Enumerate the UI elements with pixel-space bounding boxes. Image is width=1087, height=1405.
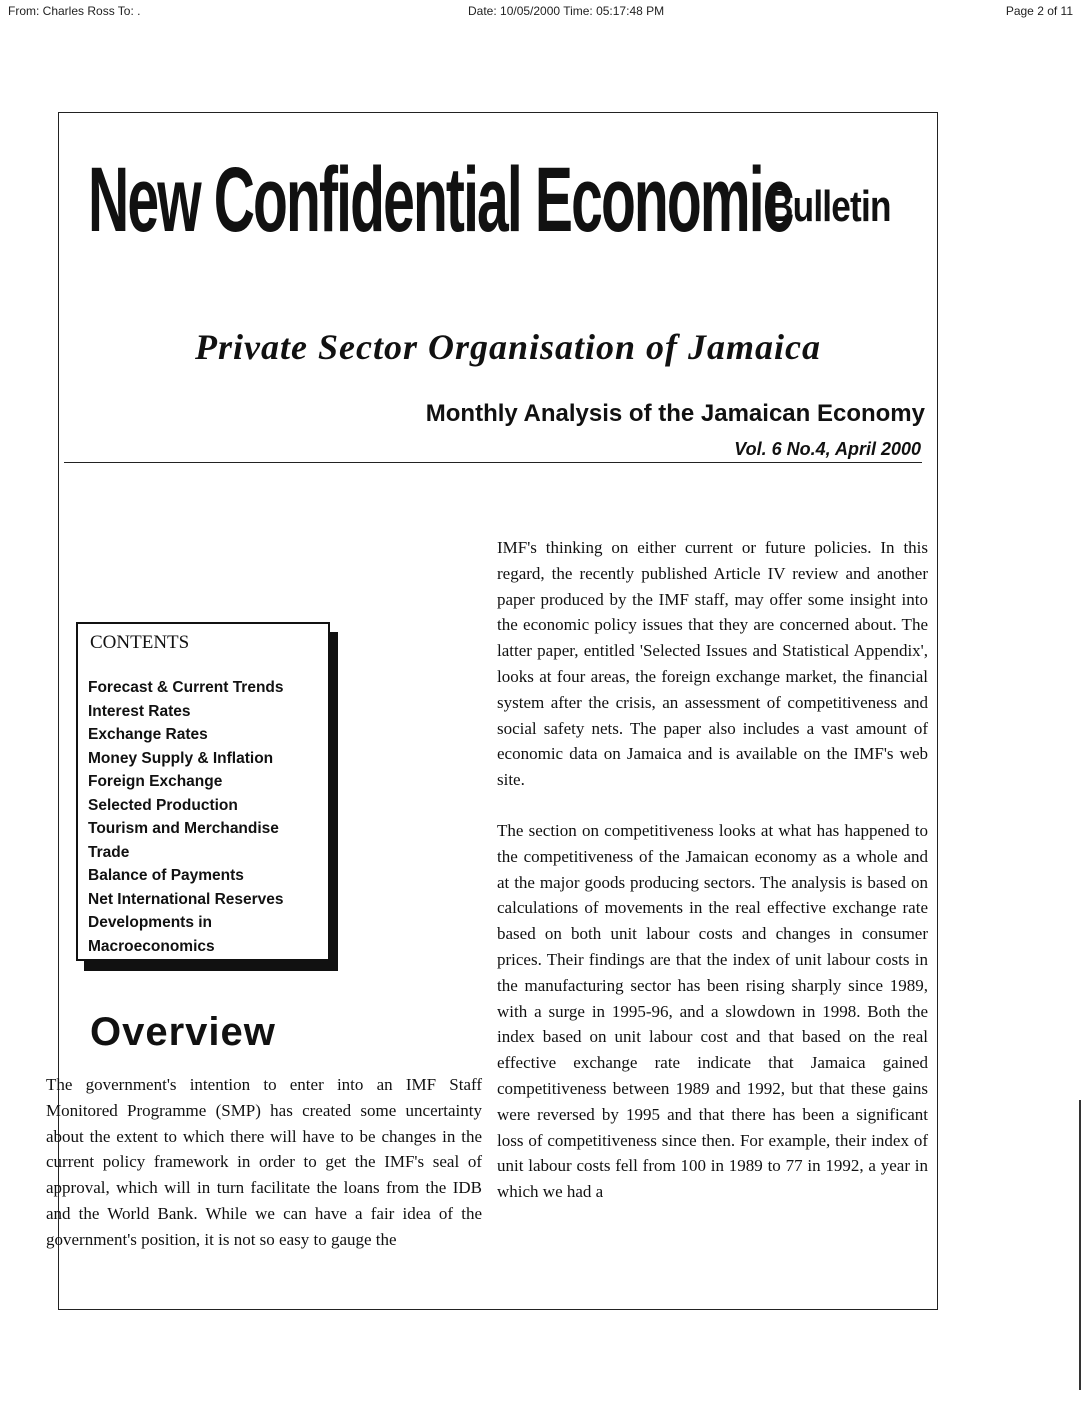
masthead-title: New Confidential Economic xyxy=(88,149,793,251)
contents-item: Net International Reserves xyxy=(88,890,284,908)
contents-item: Interest Rates xyxy=(88,702,191,720)
overview-heading: Overview xyxy=(90,1010,276,1054)
contents-item: Tourism and Merchandise xyxy=(88,820,279,837)
contents-item: Macroeconomics xyxy=(88,937,215,955)
fax-page-number: Page 2 of 11 xyxy=(1005,4,1073,18)
overview-paragraph: The government's intention to enter into an IMF Staff Monitored Programme (SMP) has created some uncertainty about the extent to which there will have to be changes in the current policy framework in order to get the IMF's seal of approval, which will in turn facilitate the loans from the IDB and the World Bank. While we can have a fair idea of the government's position, it is not so easy to gauge the xyxy=(46,1075,482,1249)
masthead-divider xyxy=(64,462,922,463)
right-column xyxy=(497,535,928,1205)
body-paragraph: The section on competitiveness looks at what has happened to the competitiveness of the Jamaican economy as a whole and at the major goods producing sectors. The analysis is based on calculations of movements in the real effective exchange rate based on both unit labour costs and changes in consumer prices. Their findings are that the index of unit labour costs in the manufacturing sector has been rising sharply since 1989, with a surge in 1995-96, and a slowdown in 1998. Both the index based on unit labour cost and that based on the real effective exchange rate indicate that Jamaica gained competitiveness between 1989 and 1992, but that these gains were reversed by 1995 and that there has been a significant loss of competitiveness since then. For example, their index of unit labour costs fell from 100 in 1989 to 77 in 1992, a year in which we had a xyxy=(497,820,928,1202)
contents-item: Forecast & Current Trends xyxy=(88,679,284,696)
fax-from: From: Charles Ross To: . xyxy=(8,4,141,18)
issue-number: Vol. 6 No.4, April 2000 xyxy=(734,439,921,459)
organisation-name: Private Sector Organisation of Jamaica xyxy=(195,327,821,367)
contents-title: CONTENTS xyxy=(90,632,190,653)
body-paragraph: IMF's thinking on either current or future policies. In this regard, the recently published Article IV review and another paper produced by the IMF staff, may offer some insight into the economic policy issues that they are concerned about. The latter paper, entitled 'Selected Issues and Statistical Appendix', looks at four areas, the foreign exchange market, the financial system after the crisis, an assessment of competitiveness and social safety nets. The paper also includes a vast amount of economic data on Jamaica and is available on the IMF's web site. xyxy=(497,538,928,790)
contents-item: Balance of Payments xyxy=(88,867,244,884)
contents-item: Developments in xyxy=(88,914,213,931)
left-column xyxy=(46,1072,482,1253)
masthead xyxy=(88,150,938,260)
contents-box xyxy=(76,622,330,961)
contents-item: Foreign Exchange xyxy=(88,773,223,790)
contents-item: Selected Production xyxy=(88,796,238,814)
contents-item: Exchange Rates xyxy=(88,726,208,743)
publication-subtitle: Monthly Analysis of the Jamaican Economy xyxy=(425,400,925,427)
contents-item: Trade xyxy=(88,843,130,861)
masthead-title-bulletin: Bulletin xyxy=(768,182,891,231)
scan-edge-mark xyxy=(1079,1100,1081,1390)
fax-header xyxy=(8,4,1073,22)
contents-list xyxy=(88,676,284,958)
contents-item: Money Supply & Inflation xyxy=(88,749,274,767)
fax-date-time: Date: 10/05/2000 Time: 05:17:48 PM xyxy=(468,4,665,18)
